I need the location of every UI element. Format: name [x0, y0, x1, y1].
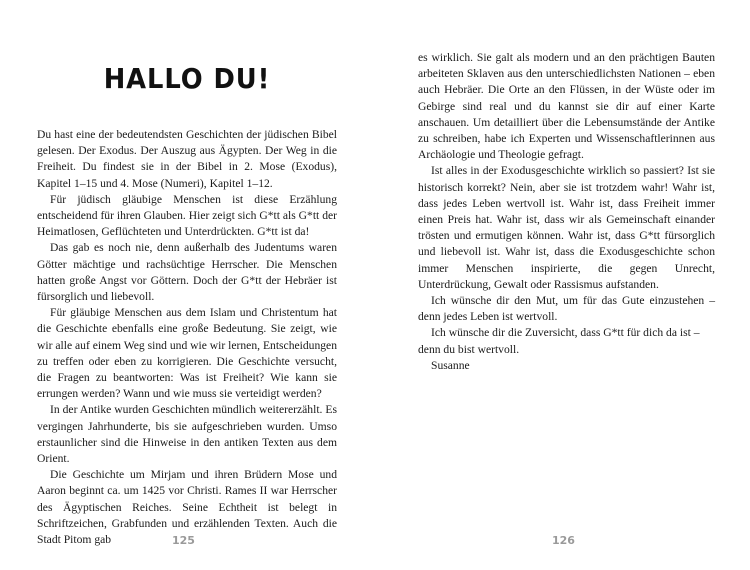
paragraph: Ich wünsche dir die Zuversicht, dass G*tt für dich da ist – denn du bist wertvoll.	[418, 326, 700, 356]
paragraph: Du hast eine der bedeutendsten Geschichten der jüdischen Bibel gelesen. Der Exodus. Der Auszug aus Ägypten. Der Weg in die Freiheit. Du findest sie in der Bibel in 2. Mose (Exodus), Kapitel 1–15 und 4. Mose (Numeri), Kapitel 1–12.	[37, 128, 337, 190]
page-number: 125	[172, 534, 195, 547]
paragraph: Ist alles in der Exodusgeschichte wirklich so passiert? Ist sie historisch korrekt? Nein, aber sie ist trotzdem wahr! Wahr ist, dass jedes Leben wertvoll ist. Wahr ist, dass Freiheit immer einen Preis hat. Wahr ist, dass wir als Gemeinschaft einander trösten und ermutigen können. Wahr ist, dass G*tt fürsorglich und liebevoll ist. Wahr ist, dass die Exodusgeschichte schon immer Menschen inspirierte, die gegen Unrecht, Unterdrückung, Gewalt oder Rassismus aufstanden.	[418, 164, 715, 291]
left-page-body	[37, 127, 337, 548]
page-title: HALLO DU!	[103, 62, 271, 95]
paragraph: Für gläubige Menschen aus dem Islam und Christentum hat die Geschichte ebenfalls eine große Bedeutung. Sie zeigt, wie wir alle auf einem Weg sind und wie wir lernen, Entscheidungen zu treffen oder eben zu korrigieren. Die Geschichte versucht, die Fragen zu beantworten: Was ist Freiheit? Wie kann sie errungen werden? Wann und wie muss sie verteidigt werden?	[37, 306, 337, 401]
paragraph: Für jüdisch gläubige Menschen ist diese Erzählung entscheidend für ihren Glauben. Hier zeigt sich G*tt als G*tt der Heimatlosen, Geflüchteten und Unterdrückten. G*tt ist da!	[37, 192, 337, 239]
signature: Susanne	[431, 358, 470, 372]
right-page-body	[418, 50, 715, 374]
right-page	[375, 0, 750, 570]
paragraph: Das gab es noch nie, denn außerhalb des Judentums waren Götter mächtige und rachsüchtige Herrscher. Die Menschen hatten große Angst vor Göttern. Doch der G*tt der Hebräer ist fürsorglich und liebevoll.	[37, 241, 337, 304]
paragraph: Die Geschichte um Mirjam und ihren Brüdern Mose und Aaron beginnt ca. um 1425 vor Christi. Rames II war Herrscher des Ägyptischen Reiches. Seine Echtheit ist belegt in Schriftzeichen, Grabfunden und erzählenden Texten. Auch die Stadt Pitom gab	[37, 468, 337, 547]
paragraph: In der Antike wurden Geschichten mündlich weitererzählt. Es vergingen Jahrhunderte, bis sie aufgeschrieben wurden. Umso erstaunlicher sind die Hinweise in den antiken Texten aus dem Orient.	[37, 403, 337, 466]
paragraph: Ich wünsche dir den Mut, um für das Gute einzustehen – denn jedes Leben ist wertvoll.	[418, 294, 715, 324]
page-number: 126	[552, 534, 575, 547]
paragraph: es wirklich. Sie galt als modern und an den prächtigen Bauten arbeiteten Sklaven aus den unterschiedlichsten Nationen – eben auch Hebräer. Die Orte an den Flüssen, in der Wüste oder im Gebirge sind real und du kannst sie dir auf einer Karte anschauen. Um detailliert über die Lebensumstände der Antike zu schreiben, habe ich Experten und Wissenschaftlerinnen aus Archäologie und Theologie gefragt.	[418, 51, 715, 162]
